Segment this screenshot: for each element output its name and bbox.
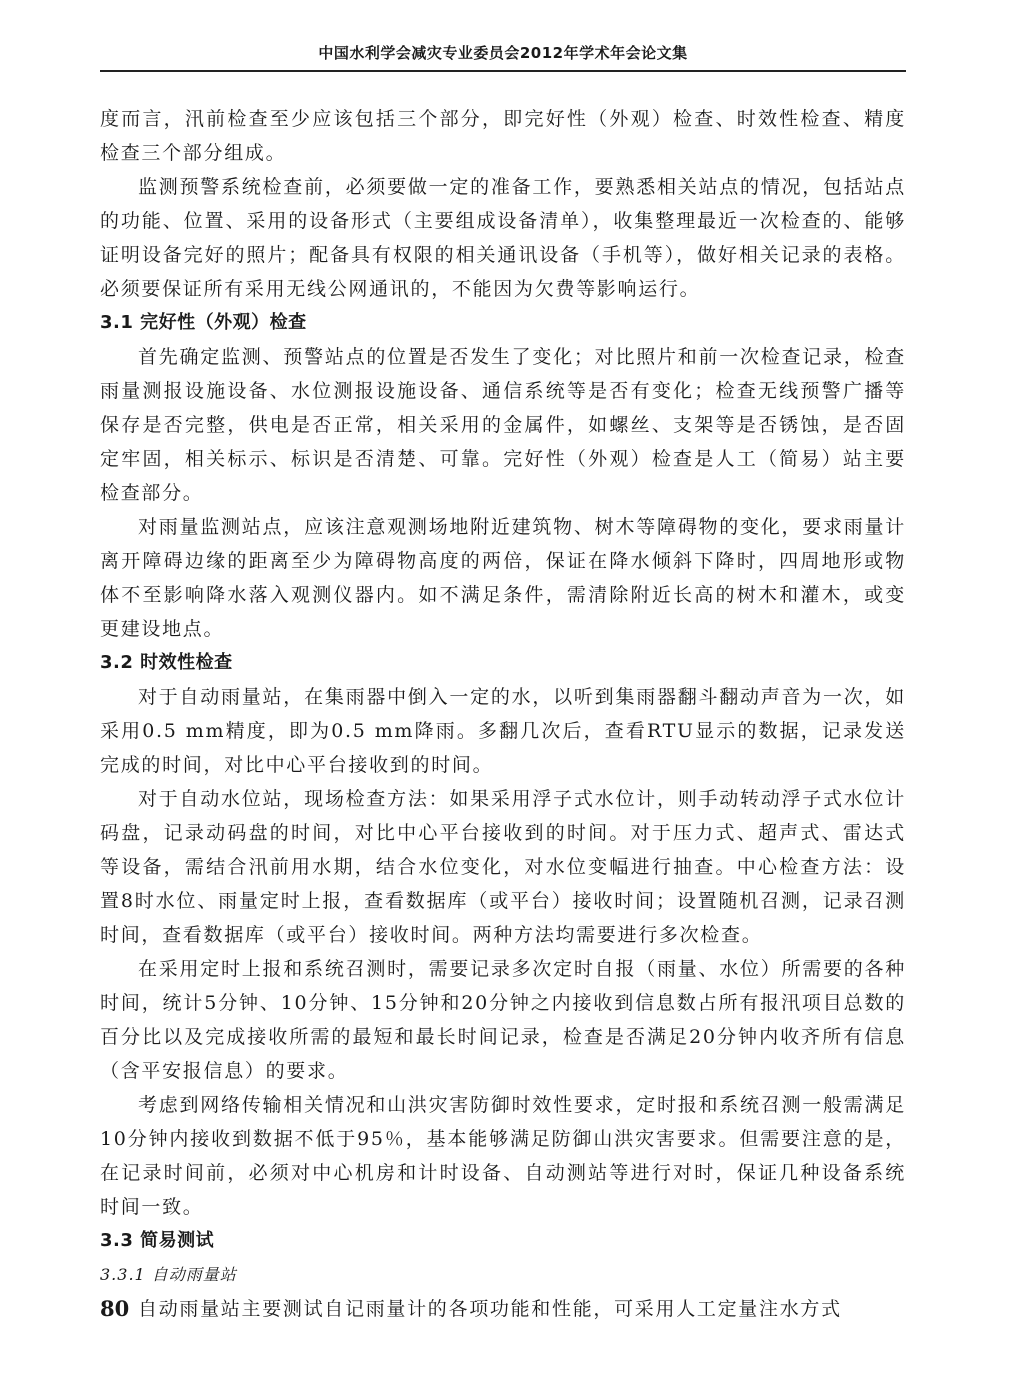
article-body bbox=[100, 102, 906, 1326]
paragraph: 对雨量监测站点，应该注意观测场地附近建筑物、树木等障碍物的变化，要求雨量计离开障碍边缘的距离至少为障碍物高度的两倍，保证在降水倾斜下降时，四周地形或物体不至影响降水落入观测仪器内。如不满足条件，需清除附近长高的树木和灌木，或变更建设地点。 bbox=[100, 516, 906, 640]
section-heading: 3.3 简易测试 bbox=[100, 1230, 215, 1251]
subsection-heading: 3.3.1 自动雨量站 bbox=[100, 1265, 237, 1284]
running-header: 中国水利学会减灾专业委员会2012年学术年会论文集 bbox=[318, 44, 688, 62]
paragraph: 监测预警系统检查前，必须要做一定的准备工作，要熟悉相关站点的情况，包括站点的功能、位置、采用的设备形式（主要组成设备清单），收集整理最近一次检查的、能够证明设备完好的照片；配备具有权限的相关通讯设备（手机等），做好相关记录的表格。必须要保证所有采用无线公网通讯的，不能因为欠费等影响运行。 bbox=[100, 176, 906, 300]
paragraph: 首先确定监测、预警站点的位置是否发生了变化；对比照片和前一次检查记录，检查雨量测报设施设备、水位测报设施设备、通信系统等是否有变化；检查无线预警广播等保存是否完整，供电是否正常，相关采用的金属件，如螺丝、支架等是否锈蚀，是否固定牢固，相关标示、标识是否清楚、可靠。完好性（外观）检查是人工（简易）站主要检查部分。 bbox=[100, 346, 906, 504]
paragraph: 对于自动水位站，现场检查方法：如果采用浮子式水位计，则手动转动浮子式水位计码盘，记录动码盘的时间，对比中心平台接收到的时间。对于压力式、超声式、雷达式等设备，需结合汛前用水期，结合水位变化，对水位变幅进行抽查。中心检查方法：设置8时水位、雨量定时上报，查看数据库（或平台）接收时间；设置随机召测，记录召测时间，查看数据库（或平台）接收时间。两种方法均需要进行多次检查。 bbox=[100, 788, 906, 946]
paragraph: 自动雨量站主要测试自记雨量计的各项功能和性能，可采用人工定量注水方式 bbox=[138, 1298, 842, 1320]
paragraph: 对于自动雨量站，在集雨器中倒入一定的水，以听到集雨器翻斗翻动声音为一次，如采用0.5 mm精度，即为0.5 mm降雨。多翻几次后，查看RTU显示的数据，记录发送完成的时间，对比中心平台接收到的时间。 bbox=[100, 686, 906, 776]
paragraph: 度而言，汛前检查至少应该包括三个部分，即完好性（外观）检查、时效性检查、精度检查三个部分组成。 bbox=[100, 108, 906, 164]
section-heading: 3.2 时效性检查 bbox=[100, 652, 233, 673]
paragraph: 考虑到网络传输相关情况和山洪灾害防御时效性要求，定时报和系统召测一般需满足10分钟内接收到数据不低于95％，基本能够满足防御山洪灾害要求。但需要注意的是，在记录时间前，必须对中心机房和计时设备、自动测站等进行对时，保证几种设备系统时间一致。 bbox=[100, 1094, 906, 1218]
section-heading: 3.1 完好性（外观）检查 bbox=[100, 312, 307, 333]
paragraph: 在采用定时上报和系统召测时，需要记录多次定时自报（雨量、水位）所需要的各种时间，统计5分钟、10分钟、15分钟和20分钟之内接收到信息数占所有报汛项目总数的百分比以及完成接收所需的最短和最长时间记录，检查是否满足20分钟内收齐所有信息（含平安报信息）的要求。 bbox=[100, 958, 906, 1082]
header-rule bbox=[100, 70, 906, 72]
page-number: 80 bbox=[100, 1296, 130, 1321]
